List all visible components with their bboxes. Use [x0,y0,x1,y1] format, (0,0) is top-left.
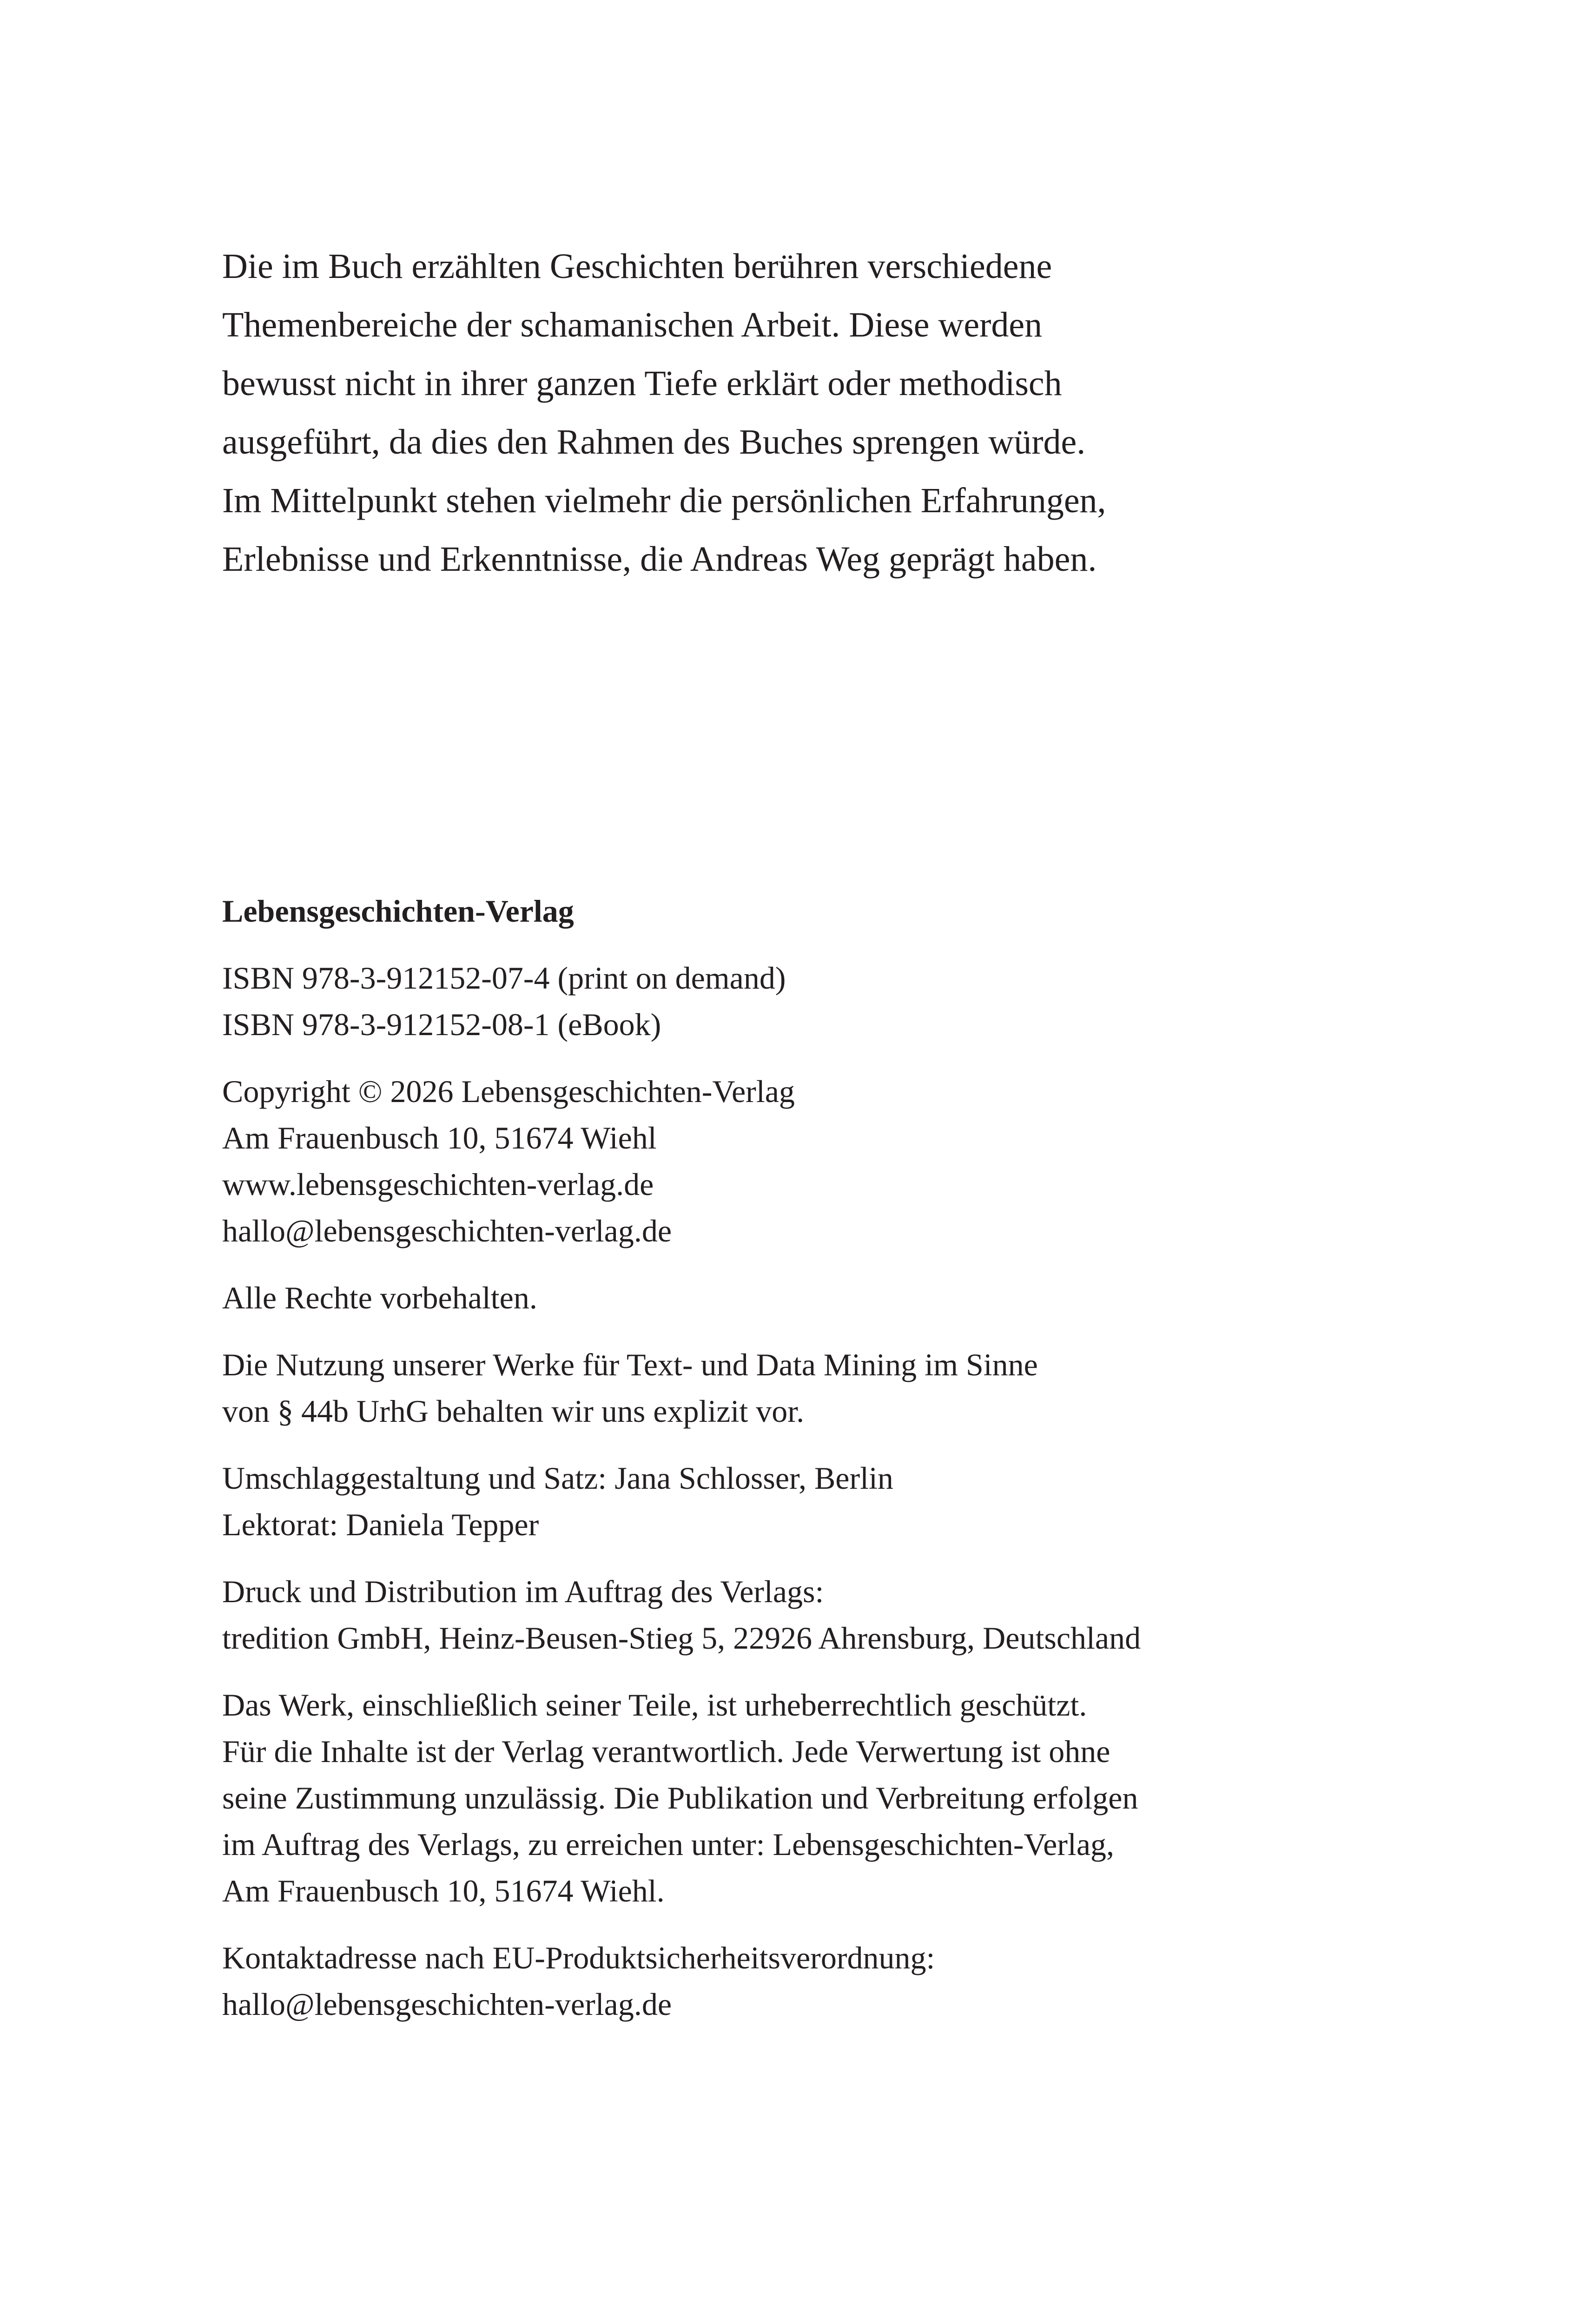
rights-reserved: Alle Rechte vorbehalten. [222,1280,537,1315]
legal-line: seine Zustimmung unzulässig. Die Publikation und Verbreitung erfolgen [222,1780,1138,1816]
intro-line: Im Mittelpunkt stehen vielmehr die persönlichen Erfahrungen, [222,481,1106,520]
intro-line: Die im Buch erzählten Geschichten berühren verschiedene [222,247,1052,286]
isbn-block [222,955,1431,1048]
contact-label: Kontaktadresse nach EU-Produktsicherheitsverordnung: [222,1940,935,1975]
contact-block [222,1934,1431,2027]
publisher-website: www.lebensgeschichten-verlag.de [222,1167,654,1202]
design-credit: Umschlaggestaltung und Satz: Jana Schlosser, Berlin [222,1460,893,1496]
tdm-line: von § 44b UrhG behalten wir uns explizit vor. [222,1393,805,1429]
publisher-address: Am Frauenbusch 10, 51674 Wiehl [222,1120,657,1155]
tdm-block [222,1341,1431,1434]
intro-line: Erlebnisse und Erkenntnisse, die Andreas Weg geprägt haben. [222,540,1097,579]
copyright-line: Copyright © 2026 Lebensgeschichten-Verlag [222,1074,795,1109]
legal-line: Für die Inhalte ist der Verlag verantwortlich. Jede Verwertung ist ohne [222,1734,1110,1769]
intro-line: bewusst nicht in ihrer ganzen Tiefe erklärt oder methodisch [222,364,1062,403]
intro-line: Themenbereiche der schamanischen Arbeit. Diese werden [222,305,1043,344]
print-line: Druck und Distribution im Auftrag des Verlags: [222,1574,824,1609]
contact-email: hallo@lebensgeschichten-verlag.de [222,1987,672,2022]
tdm-line: Die Nutzung unserer Werke für Text- und Data Mining im Sinne [222,1347,1038,1382]
isbn-ebook: ISBN 978-3-912152-08-1 (eBook) [222,1007,661,1042]
legal-line: im Auftrag des Verlags, zu erreichen unter: Lebensgeschichten-Verlag, [222,1827,1115,1862]
publisher-email: hallo@lebensgeschichten-verlag.de [222,1213,672,1248]
editor-credit: Lektorat: Daniela Tepper [222,1507,539,1542]
legal-block [222,1682,1431,1914]
rights-block [222,1274,1431,1321]
print-block [222,1568,1431,1661]
copyright-block [222,1068,1431,1254]
intro-line: ausgeführt, da dies den Rahmen des Buches sprengen würde. [222,423,1086,462]
publisher-name: Lebensgeschichten-Verlag [222,893,574,929]
printer-address: tredition GmbH, Heinz-Beusen-Stieg 5, 22926 Ahrensburg, Deutschland [222,1620,1141,1656]
isbn-print: ISBN 978-3-912152-07-4 (print on demand) [222,960,786,996]
intro-paragraph [222,237,1384,588]
credits-block [222,1455,1431,1548]
imprint-section [222,888,1431,2048]
legal-line: Das Werk, einschließlich seiner Teile, ist urheberrechtlich geschützt. [222,1687,1087,1723]
legal-line: Am Frauenbusch 10, 51674 Wiehl. [222,1873,665,1908]
